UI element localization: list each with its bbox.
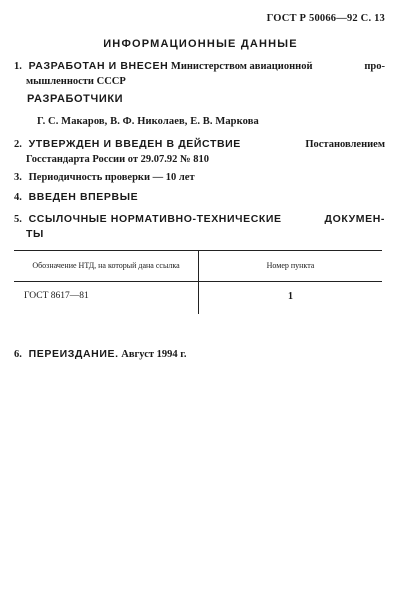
item-number: 3. — [14, 172, 22, 183]
item-references — [14, 212, 385, 242]
item-approved — [14, 137, 385, 167]
table-cell-item-number: 1 — [288, 291, 293, 302]
item-approved-caps: УТВЕРЖДЕН И ВВЕДЕН В ДЕЙСТВИЕ — [28, 138, 241, 150]
item-reissue-text: Август 1994 г. — [121, 349, 187, 360]
page-title: ИНФОРМАЦИОННЫЕ ДАННЫЕ — [103, 38, 298, 50]
item-approved-text-end: Постановлением — [305, 139, 385, 150]
item-period-text: Периодичность проверки — 10 лет — [28, 172, 195, 183]
item-number: 5. — [14, 214, 22, 225]
item-reissue-caps: ПЕРЕИЗДАНИЕ. — [28, 348, 119, 360]
item-approved-text-line2: Госстандарта России от 29.07.92 № 810 — [26, 154, 209, 165]
table-cell-document: ГОСТ 8617—81 — [24, 291, 89, 301]
developers-names: Г. С. Макаров, В. Ф. Николаев, Е. В. Маркова — [37, 116, 259, 127]
item-references-caps-end: ДОКУМЕН- — [324, 213, 385, 225]
table-column-divider — [198, 250, 199, 314]
item-number: 1. — [14, 61, 22, 72]
item-developed-text-line2: мышленности СССР — [26, 76, 126, 87]
item-first — [14, 190, 385, 205]
table-header-item-number: Номер пункта — [266, 261, 315, 270]
item-number: 6. — [14, 349, 22, 360]
item-developed-text: Министерством авиационной — [170, 61, 313, 72]
developers-heading: РАЗРАБОТЧИКИ — [27, 93, 124, 105]
item-developed — [14, 59, 385, 89]
item-number: 2. — [14, 139, 22, 150]
references-table — [14, 250, 382, 314]
item-reissue — [14, 347, 385, 362]
page-header-code: ГОСТ Р 50066—92 С. 13 — [266, 13, 385, 24]
item-references-caps-line2: ТЫ — [26, 228, 44, 240]
item-period — [14, 170, 385, 185]
item-first-caps: ВВЕДЕН ВПЕРВЫЕ — [28, 191, 139, 203]
item-developed-text-end: про- — [364, 61, 385, 72]
item-references-caps: ССЫЛОЧНЫЕ НОРМАТИВНО-ТЕХНИЧЕСКИЕ — [28, 213, 282, 225]
item-developed-caps: РАЗРАБОТАН И ВНЕСЕН — [28, 60, 169, 72]
table-header-document: Обозначение НТД, на который дана ссылка — [32, 261, 180, 270]
item-number: 4. — [14, 192, 22, 203]
